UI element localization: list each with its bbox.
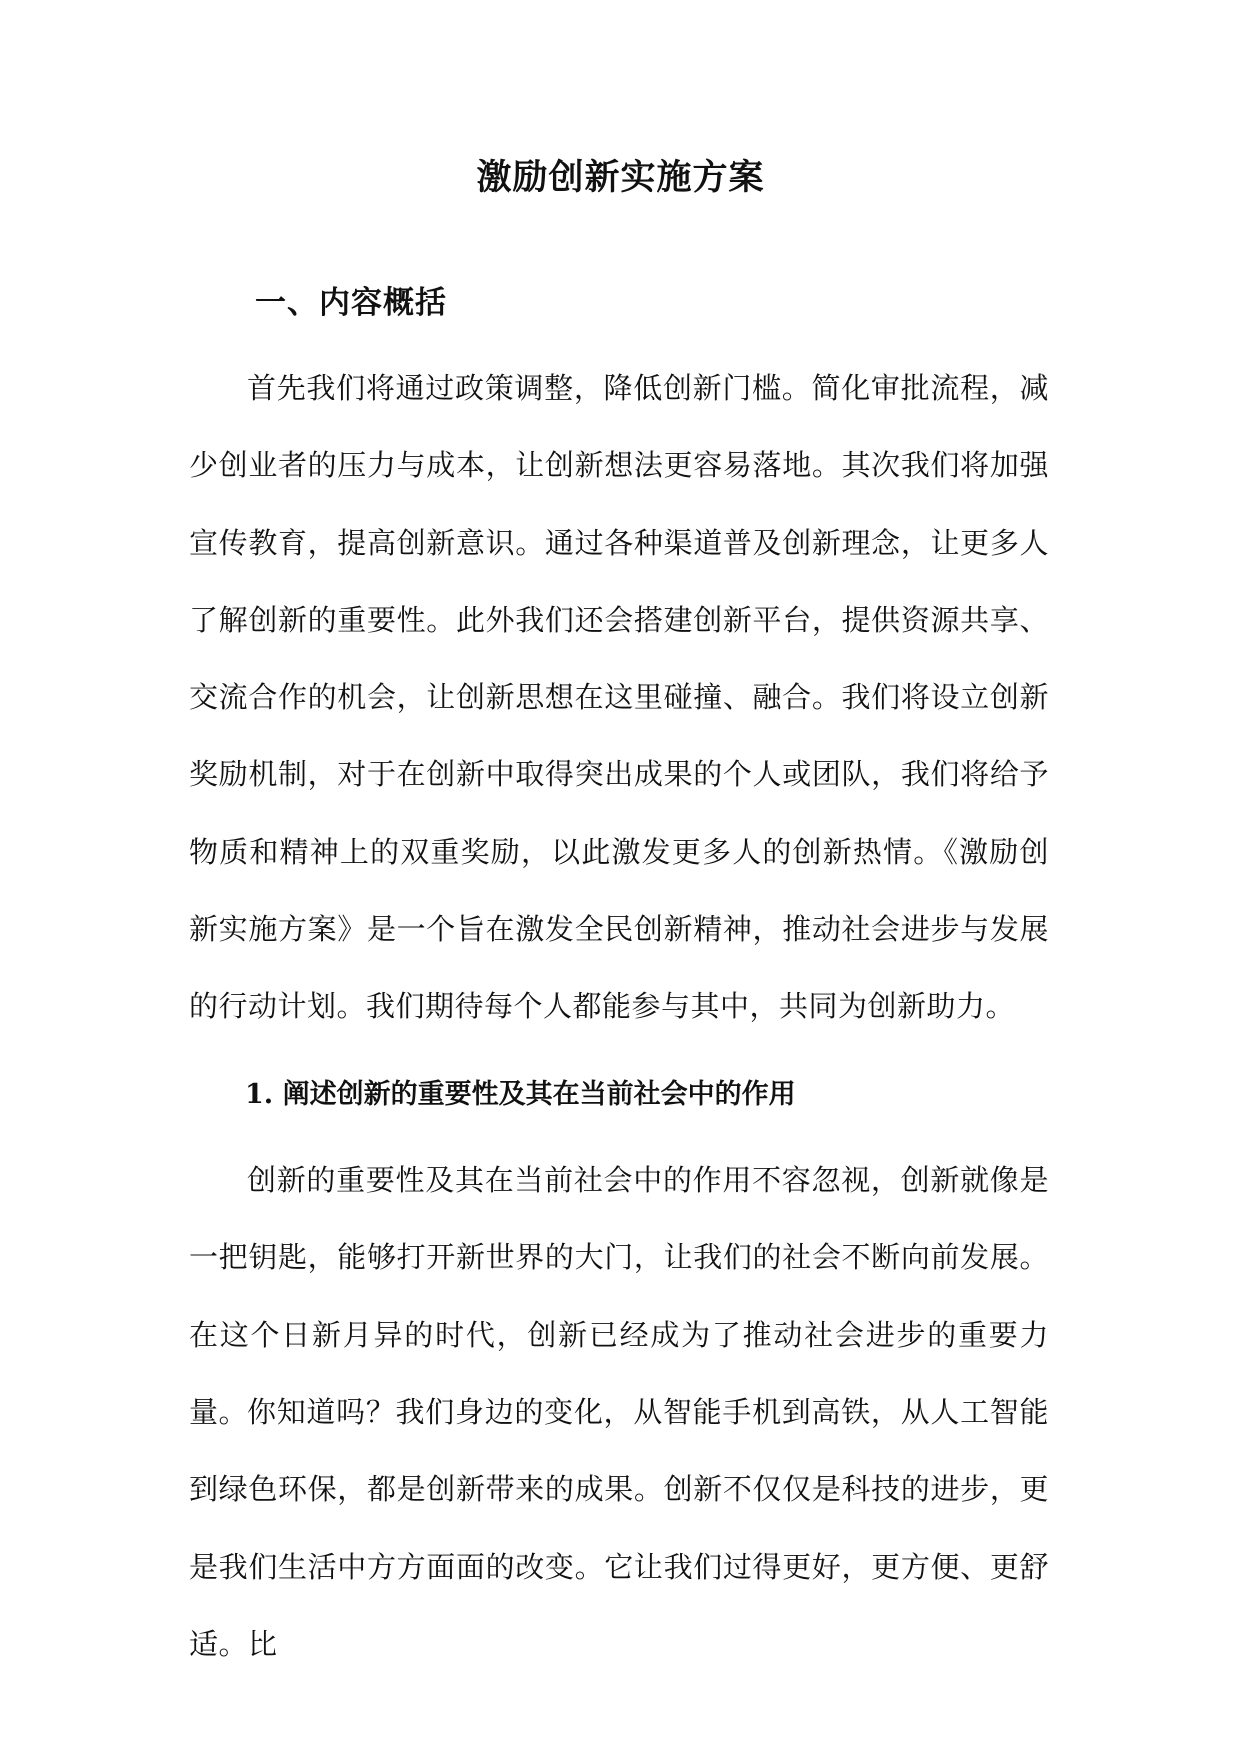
summary-paragraph: 首先我们将通过政策调整，降低创新门槛。简化审批流程，减少创业者的压力与成本，让创新想法更容易落地。其次我们将加强宣传教育，提高创新意识。通过各种渠道普及创新理念，让更多人了解创新的重要性。此外我们还会搭建创新平台，提供资源共享、交流合作的机会，让创新思想在这里碰撞、融合。我们将设立创新奖励机制，对于在创新中取得突出成果的个人或团队，我们将给予物质和精神上的双重奖励，以此激发更多人的创新热情。《激励创新实施方案》是一个旨在激发全民创新精神，推动社会进步与发展的行动计划。我们期待每个人都能参与其中，共同为创新助力。 <box>189 371 1049 1024</box>
section-heading: 一、内容概括 <box>255 285 447 321</box>
body-paragraph: 你知道吗？我们身边的变化，从智能手机到高铁，从人工智能到绿色环保，都是创新带来的成果。创新不仅仅是科技的进步，更是我们生活中方方面面的改变。它让我们过得更好，更方便、更舒适。比 <box>189 1395 1049 1661</box>
subsection-heading: 1. 阐述创新的重要性及其在当前社会中的作用 <box>245 1079 796 1110</box>
document-title: 激励创新实施方案 <box>476 157 765 198</box>
body-paragraph: 创新的重要性及其在当前社会中的作用不容忽视，创新就像是一把钥匙，能够打开新世界的大门，让我们的社会不断向前发展。在这个日新月异的时代，创新已经成为了推动社会进步的重要力量。 <box>189 1163 1049 1429</box>
